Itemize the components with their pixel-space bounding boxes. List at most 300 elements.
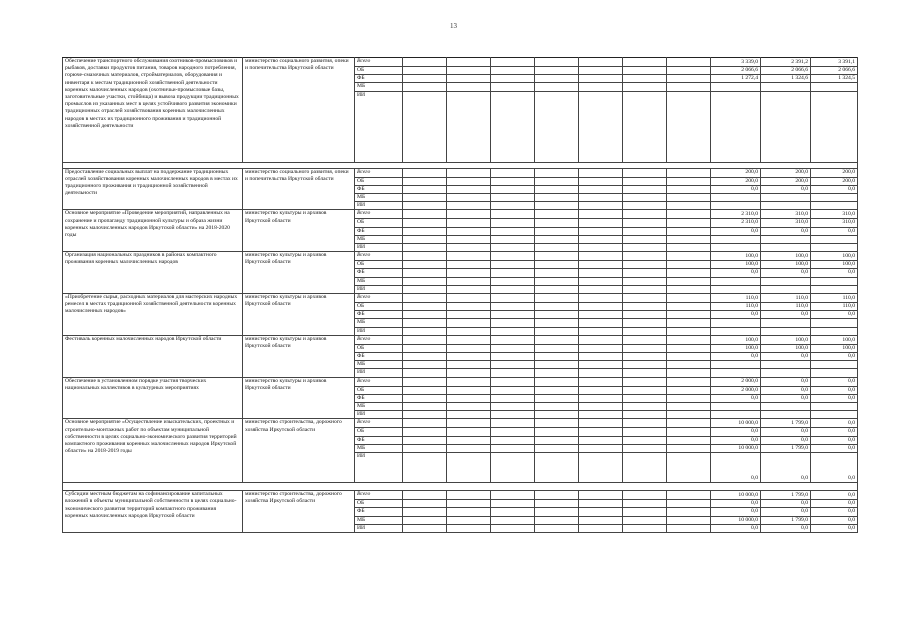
amount-cell-2 xyxy=(761,411,811,419)
amount-cell-1: 2 000,0 xyxy=(711,386,761,394)
funding-source: Всего xyxy=(355,377,403,386)
empty-cell xyxy=(403,185,447,193)
amount-cell-3: 0,0 xyxy=(811,516,858,524)
empty-cell xyxy=(403,219,447,227)
empty-cell xyxy=(491,394,535,402)
empty-cell xyxy=(667,453,711,483)
table-row xyxy=(63,419,858,428)
empty-cell xyxy=(667,319,711,327)
empty-cell xyxy=(535,436,579,444)
amount-cell-1: 0,0 xyxy=(711,436,761,444)
amount-cell-1: 0,0 xyxy=(711,311,761,319)
funding-source: МБ xyxy=(355,361,403,369)
empty-cell xyxy=(623,491,667,500)
empty-cell xyxy=(491,185,535,193)
amount-cell-2: 100,0 xyxy=(761,252,811,261)
amount-cell-1: 0,0 xyxy=(711,394,761,402)
empty-cell xyxy=(491,319,535,327)
empty-cell xyxy=(447,261,491,269)
amount-cell-3 xyxy=(811,319,858,327)
empty-cell xyxy=(667,235,711,243)
empty-cell xyxy=(447,500,491,508)
empty-cell xyxy=(667,311,711,319)
empty-cell xyxy=(403,285,447,293)
empty-cell xyxy=(623,91,667,162)
empty-cell xyxy=(623,227,667,235)
amount-cell-1: 1 272,4 xyxy=(711,75,761,83)
budget-table-body xyxy=(63,58,858,533)
empty-cell xyxy=(667,369,711,377)
empty-cell xyxy=(623,168,667,177)
spacer-cell xyxy=(63,483,858,491)
empty-cell xyxy=(579,500,623,508)
empty-cell xyxy=(447,335,491,344)
funding-source: Всего xyxy=(355,58,403,67)
amount-cell-2: 2 066,6 xyxy=(761,67,811,75)
empty-cell xyxy=(623,177,667,185)
funding-source: ОБ xyxy=(355,303,403,311)
amount-cell-1 xyxy=(711,277,761,285)
empty-cell xyxy=(491,353,535,361)
empty-cell xyxy=(403,500,447,508)
empty-cell xyxy=(535,185,579,193)
amount-cell-2: 1 799,0 xyxy=(761,444,811,452)
amount-cell-1 xyxy=(711,361,761,369)
amount-cell-1: 200,0 xyxy=(711,177,761,185)
funding-source: ИИ xyxy=(355,411,403,419)
amount-cell-1: 0,0 xyxy=(711,269,761,277)
funding-source: МБ xyxy=(355,194,403,202)
empty-cell xyxy=(447,453,491,483)
empty-cell xyxy=(579,219,623,227)
empty-cell xyxy=(535,453,579,483)
empty-cell xyxy=(491,500,535,508)
amount-cell-3: 200,0 xyxy=(811,177,858,185)
funding-source: ИИ xyxy=(355,524,403,532)
amount-cell-3 xyxy=(811,91,858,162)
empty-cell xyxy=(623,361,667,369)
empty-cell xyxy=(623,403,667,411)
amount-cell-3 xyxy=(811,411,858,419)
funding-source: ОБ xyxy=(355,67,403,75)
empty-cell xyxy=(447,83,491,91)
empty-cell xyxy=(403,353,447,361)
empty-cell xyxy=(579,491,623,500)
empty-cell xyxy=(535,277,579,285)
amount-cell-2: 0,0 xyxy=(761,508,811,516)
amount-cell-2: 0,0 xyxy=(761,436,811,444)
amount-cell-2: 0,0 xyxy=(761,524,811,532)
empty-cell xyxy=(623,235,667,243)
amount-cell-2 xyxy=(761,244,811,252)
amount-cell-3 xyxy=(811,277,858,285)
funding-source: ОБ xyxy=(355,261,403,269)
budget-table xyxy=(62,57,858,533)
empty-cell xyxy=(403,491,447,500)
empty-cell xyxy=(403,75,447,83)
empty-cell xyxy=(491,75,535,83)
empty-cell xyxy=(491,361,535,369)
empty-cell xyxy=(535,235,579,243)
funding-source: ИИ xyxy=(355,369,403,377)
empty-cell xyxy=(579,252,623,261)
responsible-executor: министерство культуры и архивов Иркутской области xyxy=(243,210,355,252)
amount-cell-3: 2 066,6 xyxy=(811,67,858,75)
empty-cell xyxy=(623,67,667,75)
amount-cell-1: 10 000,0 xyxy=(711,516,761,524)
empty-cell xyxy=(667,327,711,335)
amount-cell-2 xyxy=(761,277,811,285)
table-row xyxy=(63,491,858,500)
funding-source: ФБ xyxy=(355,508,403,516)
activity-description: Организация национальных праздников в районах компактного проживания коренных малочисленных народов xyxy=(63,252,243,294)
empty-cell xyxy=(535,294,579,303)
funding-source: ФБ xyxy=(355,394,403,402)
amount-cell-2 xyxy=(761,194,811,202)
empty-cell xyxy=(623,428,667,436)
empty-cell xyxy=(447,428,491,436)
empty-cell xyxy=(403,327,447,335)
amount-cell-2: 110,0 xyxy=(761,294,811,303)
empty-cell xyxy=(579,311,623,319)
amount-cell-1 xyxy=(711,403,761,411)
amount-cell-3 xyxy=(811,235,858,243)
activity-description: Субсидии местным бюджетам на софинансирование капитальных вложений в объекты муниципальной собственности в целях социально-экономического развития территорий компактного проживания коренных малочисленных народов Иркутской области xyxy=(63,491,243,533)
empty-cell xyxy=(535,516,579,524)
empty-cell xyxy=(579,516,623,524)
empty-cell xyxy=(447,344,491,352)
amount-cell-3: 1 324,5 xyxy=(811,75,858,83)
amount-cell-1: 110,0 xyxy=(711,294,761,303)
empty-cell xyxy=(667,508,711,516)
funding-source: Всего xyxy=(355,294,403,303)
empty-cell xyxy=(447,210,491,219)
empty-cell xyxy=(447,377,491,386)
activity-description: «Приобретение сырья, расходных материалов для мастерских народных ремесел в местах традиционной хозяйственной деятельности коренных малочисленных народов» xyxy=(63,294,243,336)
funding-source: ИИ xyxy=(355,91,403,162)
funding-source: ИИ xyxy=(355,285,403,293)
empty-cell xyxy=(447,403,491,411)
empty-cell xyxy=(579,269,623,277)
empty-cell xyxy=(623,219,667,227)
funding-source: ФБ xyxy=(355,436,403,444)
table-row xyxy=(63,294,858,303)
amount-cell-3: 0,0 xyxy=(811,311,858,319)
amount-cell-1 xyxy=(711,235,761,243)
responsible-executor: министерство культуры и архивов Иркутской области xyxy=(243,294,355,336)
amount-cell-2: 100,0 xyxy=(761,335,811,344)
empty-cell xyxy=(535,361,579,369)
amount-cell-2: 200,0 xyxy=(761,177,811,185)
amount-cell-3: 100,0 xyxy=(811,344,858,352)
empty-cell xyxy=(403,361,447,369)
empty-cell xyxy=(403,453,447,483)
empty-cell xyxy=(447,244,491,252)
empty-cell xyxy=(403,311,447,319)
funding-source: Всего xyxy=(355,335,403,344)
empty-cell xyxy=(667,277,711,285)
empty-cell xyxy=(491,327,535,335)
empty-cell xyxy=(447,508,491,516)
empty-cell xyxy=(403,344,447,352)
amount-cell-3: 0,0 xyxy=(811,185,858,193)
empty-cell xyxy=(447,194,491,202)
amount-cell-2: 0,0 xyxy=(761,377,811,386)
empty-cell xyxy=(579,335,623,344)
empty-cell xyxy=(579,177,623,185)
empty-cell xyxy=(667,436,711,444)
amount-cell-2: 1 799,0 xyxy=(761,491,811,500)
empty-cell xyxy=(403,269,447,277)
empty-cell xyxy=(491,91,535,162)
empty-cell xyxy=(447,294,491,303)
amount-cell-3 xyxy=(811,369,858,377)
empty-cell xyxy=(535,327,579,335)
empty-cell xyxy=(667,177,711,185)
amount-cell-1 xyxy=(711,285,761,293)
empty-cell xyxy=(447,353,491,361)
empty-cell xyxy=(491,235,535,243)
empty-cell xyxy=(579,508,623,516)
empty-cell xyxy=(447,75,491,83)
amount-cell-1: 0,0 xyxy=(711,500,761,508)
amount-cell-1 xyxy=(711,83,761,91)
empty-cell xyxy=(579,261,623,269)
empty-cell xyxy=(447,227,491,235)
amount-cell-3 xyxy=(811,327,858,335)
responsible-executor: министерство строительства, дорожного хозяйства Иркутской области xyxy=(243,419,355,483)
funding-source: Всего xyxy=(355,419,403,428)
empty-cell xyxy=(535,67,579,75)
empty-cell xyxy=(447,91,491,162)
funding-source: МБ xyxy=(355,277,403,285)
amount-cell-2 xyxy=(761,361,811,369)
funding-source: ФБ xyxy=(355,227,403,235)
empty-cell xyxy=(667,403,711,411)
empty-cell xyxy=(447,168,491,177)
empty-cell xyxy=(623,411,667,419)
empty-cell xyxy=(579,194,623,202)
responsible-executor: министерство социального развития, опеки и попечительства Иркутской области xyxy=(243,58,355,163)
funding-source: ИИ xyxy=(355,244,403,252)
empty-cell xyxy=(491,419,535,428)
empty-cell xyxy=(667,500,711,508)
amount-cell-1: 2 000,0 xyxy=(711,377,761,386)
empty-cell xyxy=(667,516,711,524)
empty-cell xyxy=(579,210,623,219)
funding-source: МБ xyxy=(355,319,403,327)
amount-cell-3: 0,0 xyxy=(811,269,858,277)
empty-cell xyxy=(623,369,667,377)
empty-cell xyxy=(579,168,623,177)
empty-cell xyxy=(579,277,623,285)
empty-cell xyxy=(667,261,711,269)
empty-cell xyxy=(623,303,667,311)
empty-cell xyxy=(403,524,447,532)
empty-cell xyxy=(623,444,667,452)
empty-cell xyxy=(535,177,579,185)
empty-cell xyxy=(403,508,447,516)
empty-cell xyxy=(579,91,623,162)
empty-cell xyxy=(447,67,491,75)
empty-cell xyxy=(579,83,623,91)
empty-cell xyxy=(623,311,667,319)
empty-cell xyxy=(491,369,535,377)
amount-cell-2: 0,0 xyxy=(761,386,811,394)
empty-cell xyxy=(579,361,623,369)
empty-cell xyxy=(623,58,667,67)
empty-cell xyxy=(403,227,447,235)
empty-cell xyxy=(579,524,623,532)
empty-cell xyxy=(447,269,491,277)
empty-cell xyxy=(403,436,447,444)
empty-cell xyxy=(491,177,535,185)
amount-cell-2: 1 799,0 xyxy=(761,516,811,524)
empty-cell xyxy=(579,428,623,436)
empty-cell xyxy=(447,419,491,428)
funding-source: МБ xyxy=(355,403,403,411)
empty-cell xyxy=(403,294,447,303)
empty-cell xyxy=(535,377,579,386)
empty-cell xyxy=(623,285,667,293)
table-row xyxy=(63,168,858,177)
amount-cell-1: 100,0 xyxy=(711,252,761,261)
empty-cell xyxy=(623,269,667,277)
empty-cell xyxy=(491,227,535,235)
empty-cell xyxy=(403,194,447,202)
empty-cell xyxy=(623,202,667,210)
empty-cell xyxy=(447,369,491,377)
funding-source: ФБ xyxy=(355,185,403,193)
empty-cell xyxy=(491,508,535,516)
empty-cell xyxy=(447,303,491,311)
empty-cell xyxy=(447,491,491,500)
amount-cell-1: 2 310,0 xyxy=(711,210,761,219)
budget-sheet xyxy=(62,57,857,567)
empty-cell xyxy=(579,303,623,311)
empty-cell xyxy=(623,419,667,428)
empty-cell xyxy=(535,58,579,67)
amount-cell-2: 100,0 xyxy=(761,344,811,352)
empty-cell xyxy=(491,285,535,293)
empty-cell xyxy=(403,303,447,311)
amount-cell-1 xyxy=(711,327,761,335)
empty-cell xyxy=(403,335,447,344)
empty-cell xyxy=(403,261,447,269)
amount-cell-1 xyxy=(711,244,761,252)
table-row xyxy=(63,252,858,261)
amount-cell-3: 3 391,1 xyxy=(811,58,858,67)
empty-cell xyxy=(667,419,711,428)
funding-source: ФБ xyxy=(355,311,403,319)
empty-cell xyxy=(667,168,711,177)
empty-cell xyxy=(403,235,447,243)
empty-cell xyxy=(491,436,535,444)
amount-cell-3 xyxy=(811,194,858,202)
amount-cell-2 xyxy=(761,369,811,377)
empty-cell xyxy=(447,524,491,532)
empty-cell xyxy=(579,235,623,243)
amount-cell-2: 1 799,0 xyxy=(761,419,811,428)
amount-cell-1: 0,0 xyxy=(711,453,761,483)
empty-cell xyxy=(623,335,667,344)
empty-cell xyxy=(667,75,711,83)
empty-cell xyxy=(667,303,711,311)
empty-cell xyxy=(535,227,579,235)
funding-source: ФБ xyxy=(355,353,403,361)
amount-cell-1 xyxy=(711,202,761,210)
amount-cell-1: 200,0 xyxy=(711,168,761,177)
empty-cell xyxy=(579,369,623,377)
empty-cell xyxy=(447,235,491,243)
empty-cell xyxy=(535,508,579,516)
empty-cell xyxy=(667,252,711,261)
empty-cell xyxy=(623,75,667,83)
empty-cell xyxy=(403,252,447,261)
empty-cell xyxy=(491,219,535,227)
amount-cell-3 xyxy=(811,285,858,293)
amount-cell-3: 0,0 xyxy=(811,428,858,436)
empty-cell xyxy=(491,444,535,452)
funding-source: ОБ xyxy=(355,428,403,436)
responsible-executor: министерство культуры и архивов Иркутской области xyxy=(243,335,355,377)
funding-source: МБ xyxy=(355,83,403,91)
empty-cell xyxy=(579,58,623,67)
funding-source: ФБ xyxy=(355,75,403,83)
empty-cell xyxy=(579,411,623,419)
empty-cell xyxy=(667,377,711,386)
empty-cell xyxy=(623,344,667,352)
table-row xyxy=(63,58,858,67)
empty-cell xyxy=(535,500,579,508)
amount-cell-1 xyxy=(711,319,761,327)
empty-cell xyxy=(667,285,711,293)
empty-cell xyxy=(667,394,711,402)
amount-cell-2: 0,0 xyxy=(761,227,811,235)
empty-cell xyxy=(447,327,491,335)
empty-cell xyxy=(579,353,623,361)
empty-cell xyxy=(535,311,579,319)
empty-cell xyxy=(535,386,579,394)
empty-cell xyxy=(491,491,535,500)
empty-cell xyxy=(623,386,667,394)
amount-cell-2: 200,0 xyxy=(761,168,811,177)
empty-cell xyxy=(623,185,667,193)
empty-cell xyxy=(491,277,535,285)
empty-cell xyxy=(447,219,491,227)
funding-source: Всего xyxy=(355,168,403,177)
amount-cell-3: 0,0 xyxy=(811,227,858,235)
block-spacer xyxy=(63,483,858,491)
amount-cell-3: 0,0 xyxy=(811,377,858,386)
empty-cell xyxy=(535,83,579,91)
empty-cell xyxy=(623,394,667,402)
empty-cell xyxy=(447,319,491,327)
empty-cell xyxy=(535,344,579,352)
empty-cell xyxy=(447,436,491,444)
activity-description: Основное мероприятие «Осуществление изыскательских, проектных и строительно-монтажных работ по объектам муниципальной собственности в целях социально-экономического развития территорий компактного проживания коренных малочисленных народов Иркутской области» на 2018-2019 годы xyxy=(63,419,243,483)
empty-cell xyxy=(403,386,447,394)
empty-cell xyxy=(491,194,535,202)
empty-cell xyxy=(491,269,535,277)
empty-cell xyxy=(535,524,579,532)
responsible-executor: министерство культуры и архивов Иркутской области xyxy=(243,252,355,294)
empty-cell xyxy=(447,185,491,193)
empty-cell xyxy=(535,491,579,500)
empty-cell xyxy=(667,194,711,202)
amount-cell-1 xyxy=(711,194,761,202)
empty-cell xyxy=(491,411,535,419)
